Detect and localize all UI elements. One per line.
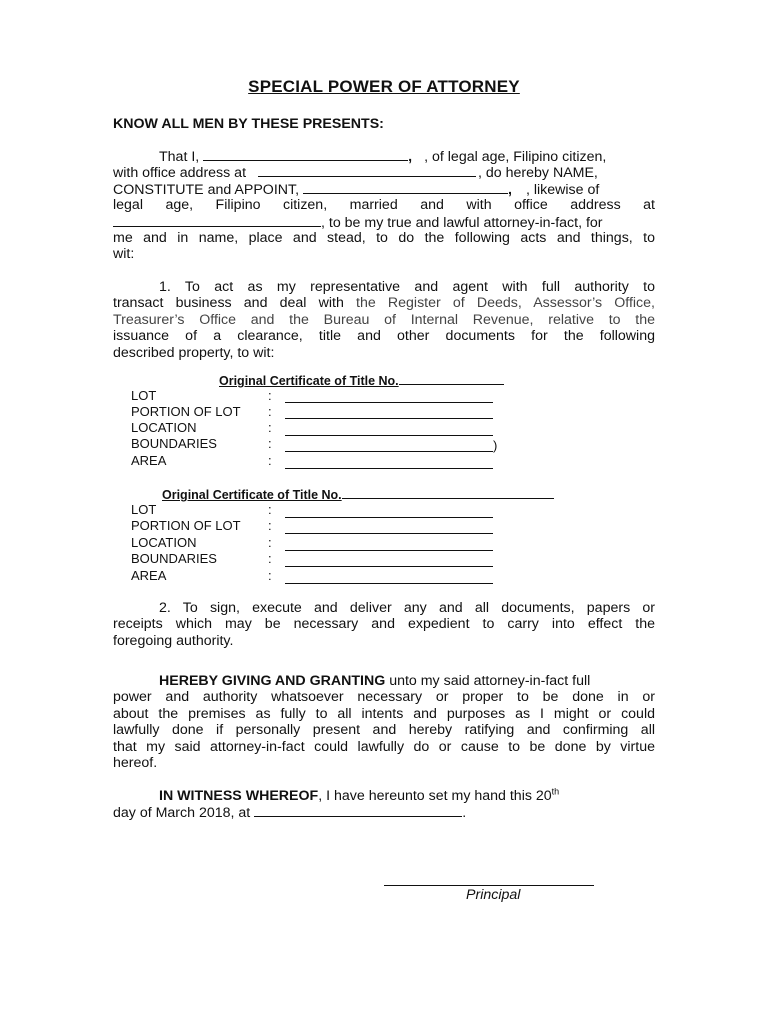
cert-2-boundaries-blank bbox=[285, 566, 493, 567]
cert-1-area-blank bbox=[285, 468, 493, 469]
cert-2-lot-label: LOT bbox=[131, 502, 157, 517]
colon: : bbox=[268, 436, 272, 451]
certificate-1-number-blank bbox=[399, 374, 504, 385]
place-blank bbox=[254, 804, 462, 817]
attorney-name-blank bbox=[303, 181, 508, 194]
cert-1-boundaries-blank bbox=[285, 451, 493, 452]
attorney-address-blank bbox=[113, 214, 321, 227]
grantor-address-blank bbox=[258, 164, 476, 177]
intro-line-1: That I, , , of legal age, Filipino citizen, bbox=[159, 149, 607, 165]
certificate-2-heading: Original Certificate of Title No. bbox=[162, 488, 554, 502]
witness-line-2: day of March 2018, at . bbox=[113, 805, 467, 822]
colon: : bbox=[268, 420, 272, 435]
item-1-paragraph bbox=[113, 279, 655, 361]
cert-2-location-blank bbox=[285, 550, 493, 551]
granting-line-5: that my said attorney-in-fact could lawfully do or cause to be done by virtue bbox=[113, 738, 655, 755]
witness-line-1: IN WITNESS WHEREOF, I have hereunto set my hand this 20th bbox=[159, 786, 560, 804]
cert-2-area-label: AREA bbox=[131, 568, 167, 583]
granting-line-1: HEREBY GIVING AND GRANTING unto my said attorney-in-fact full bbox=[159, 673, 591, 689]
opening-heading: KNOW ALL MEN BY THESE PRESENTS: bbox=[113, 116, 384, 132]
cert-1-portion-label: PORTION OF LOT bbox=[131, 404, 241, 419]
cert-1-lot-blank bbox=[285, 402, 493, 403]
granting-line-2: power and authority whatsoever necessary or proper to be done in or bbox=[113, 689, 655, 706]
colon: : bbox=[268, 551, 272, 566]
cert-2-portion-label: PORTION OF LOT bbox=[131, 518, 241, 533]
cert-1-portion-blank bbox=[285, 418, 493, 419]
colon: : bbox=[268, 453, 272, 468]
intro-line-3: CONSTITUTE and APPOINT, , , likewise of bbox=[113, 181, 600, 198]
colon: : bbox=[268, 518, 272, 533]
witness-paragraph bbox=[113, 788, 655, 821]
cert-1-location-label: LOCATION bbox=[131, 420, 197, 435]
granting-line-4: lawfully done if personally present and hereby ratifying and confirming all bbox=[113, 722, 655, 739]
intro-line-6: me and in name, place and stead, to do the following acts and things, to bbox=[113, 229, 655, 246]
cert-2-portion-blank bbox=[285, 533, 493, 534]
intro-line-7: wit: bbox=[113, 246, 135, 263]
certificate-1-heading: Original Certificate of Title No. bbox=[219, 374, 504, 388]
colon: : bbox=[268, 568, 272, 583]
item-1-line-1: 1. To act as my representative and agent with full authority to bbox=[159, 279, 655, 295]
item-1-line-4: issuance of a clearance, title and other documents for the following bbox=[113, 328, 655, 345]
colon: : bbox=[268, 388, 272, 403]
cert-2-boundaries-label: BOUNDARIES bbox=[131, 551, 217, 566]
document-title: SPECIAL POWER OF ATTORNEY bbox=[248, 77, 520, 96]
item-2-line-2: receipts which may be necessary and expedient to carry into effect the bbox=[113, 616, 655, 633]
colon: : bbox=[268, 502, 272, 517]
boundaries-close-paren: ) bbox=[493, 438, 498, 453]
cert-1-lot-label: LOT bbox=[131, 388, 157, 403]
colon: : bbox=[268, 535, 272, 550]
cert-1-area-label: AREA bbox=[131, 453, 167, 468]
cert-1-location-blank bbox=[285, 435, 493, 436]
cert-2-lot-blank bbox=[285, 517, 493, 518]
principal-label: Principal bbox=[466, 887, 521, 903]
cert-2-location-label: LOCATION bbox=[131, 535, 197, 550]
item-1-line-2: transact business and deal with the Register of Deeds, Assessor’s Office, bbox=[113, 295, 655, 312]
grantor-name-blank bbox=[203, 148, 408, 161]
item-2-line-1: 2. To sign, execute and deliver any and all documents, papers or bbox=[159, 600, 655, 616]
intro-line-4: legal age, Filipino citizen, married and with office address at bbox=[113, 197, 655, 214]
colon: : bbox=[268, 404, 272, 419]
cert-2-area-blank bbox=[285, 583, 493, 584]
signature-line bbox=[384, 885, 594, 886]
cert-1-boundaries-label: BOUNDARIES bbox=[131, 436, 217, 451]
item-1-line-5: described property, to wit: bbox=[113, 344, 275, 361]
granting-paragraph bbox=[113, 673, 655, 771]
intro-paragraph bbox=[113, 148, 655, 263]
certificate-2-number-blank bbox=[342, 488, 554, 499]
item-2-paragraph bbox=[113, 600, 655, 649]
granting-line-3: about the premises as fully to all intents and purposes as I might or could bbox=[113, 705, 655, 722]
granting-line-6: hereof. bbox=[113, 754, 158, 771]
item-2-line-3: foregoing authority. bbox=[113, 632, 234, 649]
intro-line-2: with office address at , do hereby NAME, bbox=[113, 165, 598, 182]
item-1-line-3: Treasurer’s Office and the Bureau of Internal Revenue, relative to the bbox=[113, 311, 655, 328]
intro-line-5: , to be my true and lawful attorney-in-fact, for bbox=[113, 214, 655, 230]
